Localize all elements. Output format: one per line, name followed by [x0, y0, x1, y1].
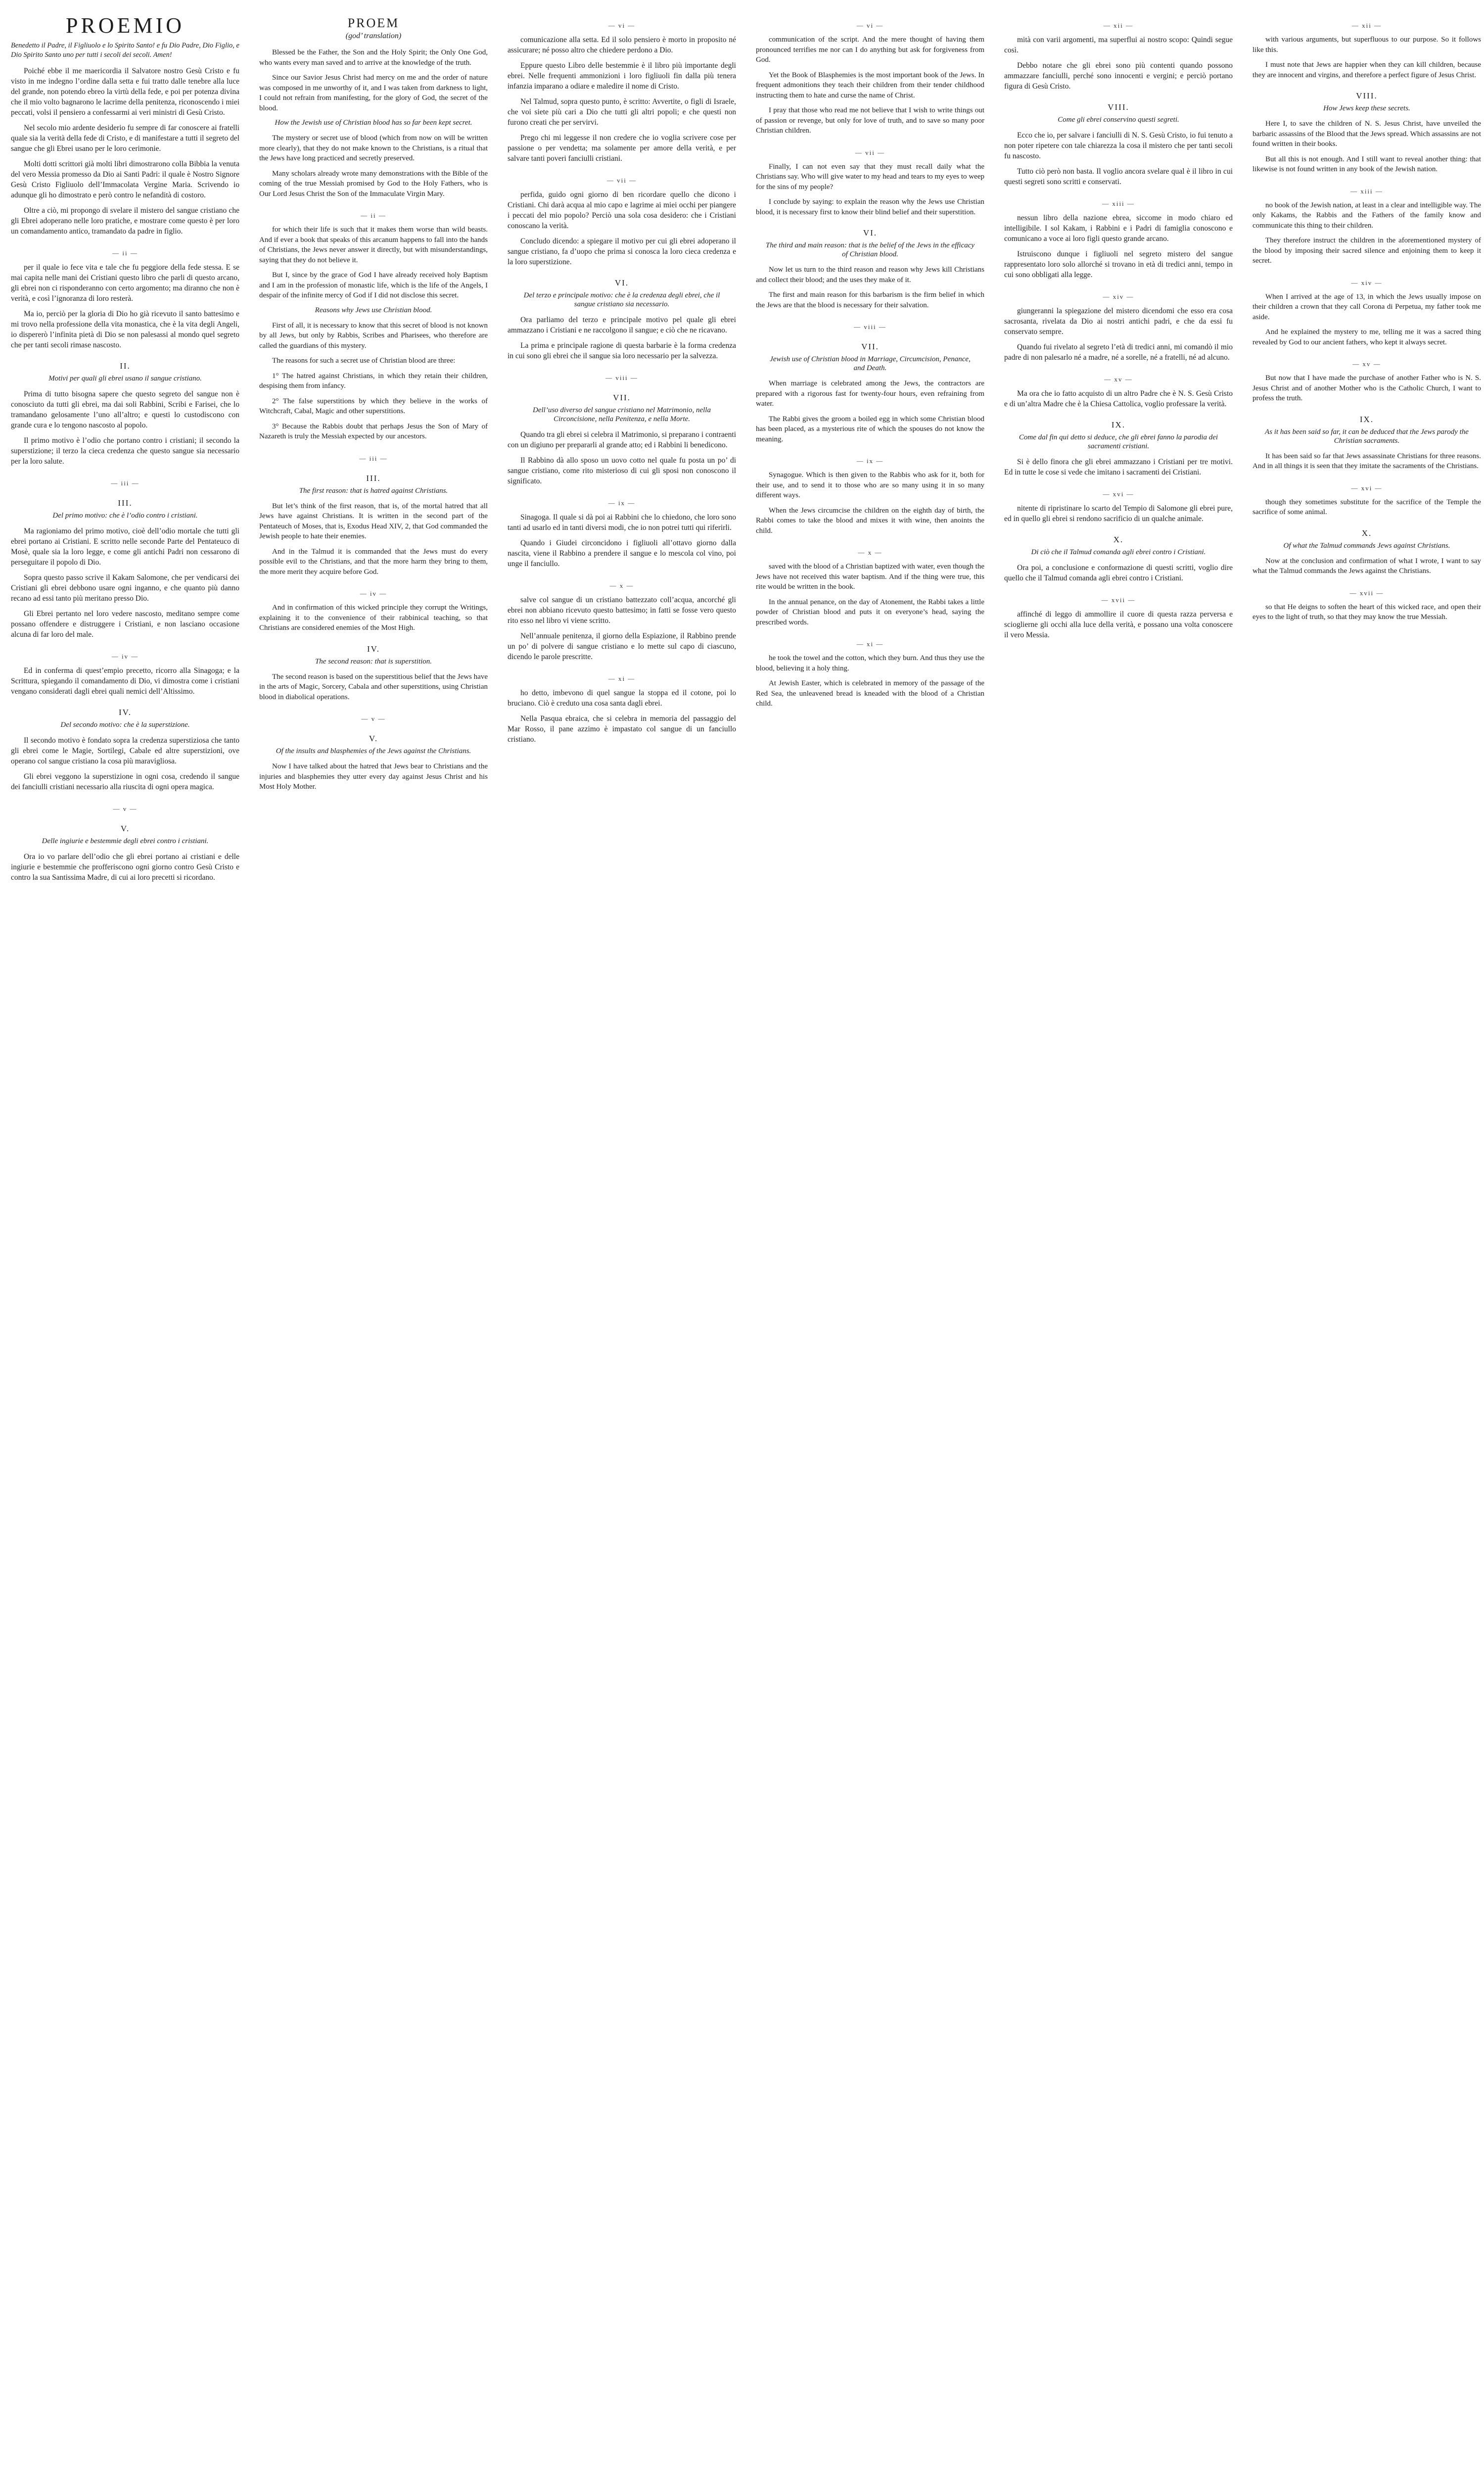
section-number: III.: [366, 473, 381, 483]
section-heading: The first reason: that is hatred against Christians.: [299, 486, 448, 495]
paragraph: La prima e principale ragione di questa barbarie è la forma credenza in cui sono gli ebrei che il sangue sia loro necessario per la salvezza.: [508, 341, 736, 360]
section-heading: Del primo motivo: che è l’odio contro i cristiani.: [52, 512, 198, 520]
paragraph-translation: for which their life is such that it makes them worse than wild beasts. And if ever a book that speaks of this arcanum happens to fall into the hands of Christians, the Jews never answer it directly, but with misunderstandings, saying that they do not believe it.: [259, 226, 488, 264]
paragraph-translation: Yet the Book of Blasphemies is the most important book of the Jews. In frequent admonitions they teach their children from their tender childhood instructing them to hate and curse the name of Christ.: [756, 71, 984, 99]
section-heading: Di ciò che il Talmud comanda agli ebrei contro i Cristiani.: [1031, 548, 1206, 556]
paragraph-translation: though they sometimes substitute for the sacrifice of the Temple the sacrifice of some animal.: [1252, 498, 1481, 516]
section-heading: As it has been said so far, it can be deduced that the Jews parody the Christian sacraments.: [1265, 428, 1469, 445]
paragraph-translation: I conclude by saying: to explain the reason why the Jews use Christian blood, it is necessary first to know their blind belief and their superstition.: [756, 198, 984, 216]
paragraph: Si è dello finora che gli ebrei ammazzano i Cristiani per tre motivi. Ed in tutte le cose si vede che imitano i sacramenti dei Cristiani.: [1004, 458, 1233, 476]
page-number: — xi —: [856, 640, 884, 648]
paragraph: salve col sangue di un cristiano battezzato coll’acqua, ancorché gli ebrei non abbiano ricevuto questo battesimo; in fatti se fosse vero questo rito esso nel libro vi viene scritto.: [508, 596, 736, 625]
page-number: — xi —: [608, 675, 636, 682]
page-number: — vii —: [606, 177, 637, 184]
paragraph: giungeranni la spiegazione del mistero dicendomi che esso era cosa sacrosanta, rivelata da Dio ai nostri antichi padri, e che da essi fu conservato sempre.: [1004, 307, 1233, 336]
paragraph: Nell’annuale penitenza, il giorno della Espiazione, il Rabbino prende un po’ di polvere di sangue cristiano e lo mette sul capo di ciascuno, dicendo le parole prescritte.: [508, 632, 736, 661]
paragraph: Ecco che io, per salvare i fanciulli di N. S. Gesù Cristo, io fui tenuto a non poter ripetere con tale chiarezza la cosa il mistero che per tanti secoli fu nascosto.: [1004, 131, 1233, 160]
page-number: — x —: [609, 582, 634, 589]
page-number: — xiv —: [1103, 293, 1134, 300]
section-heading: Del terzo e principale motivo: che è la credenza degli ebrei, che il sangue cristiano sia necessario.: [523, 291, 720, 308]
paragraph-translation: When I arrived at the age of 13, in which the Jews usually impose on their children a crown that they call Corona di Perpetua, my father took me aside.: [1252, 292, 1481, 321]
paragraph-translation: They therefore instruct the children in the aforementioned mystery of the blood by imposing their sacred silence and enjoining them to keep it secret.: [1252, 237, 1481, 265]
section-heading: Reasons why Jews use Christian blood.: [315, 306, 432, 314]
paragraph-translation: When marriage is celebrated among the Jews, the contractors are prepared with a rigorous fast for twenty-four hours, even refraining from water.: [756, 380, 984, 408]
section-heading: Dell’uso diverso del sangue cristiano nel Matrimonio, nella Circoncisione, nella Penitenza, e nella Morte.: [533, 406, 711, 423]
page-number: — vi —: [856, 22, 884, 29]
paragraph-translation: Blessed be the Father, the Son and the Holy Spirit; the Only One God, who wants every man saved and to arrive at the knowledge of the truth.: [259, 48, 488, 67]
paragraph: Oltre a ciò, mi propongo di svelare il mistero del sangue cristiano che gli Ebrei adoperano nelle loro pratiche, e mostrare come questo è per loro un comandamento antico, tramandato da padre in figlio.: [11, 206, 239, 236]
paragraph-translation: so that He deigns to soften the heart of this wicked race, and open their eyes to the light of truth, so that they may know the true Messiah.: [1252, 603, 1481, 621]
paragraph: Nella Pasqua ebraica, che si celebra in memoria del passaggio del Mar Rosso, il pane azzimo è impastato col sangue di un fanciullo cristiano.: [508, 714, 736, 744]
section-heading: Motivi per quali gli ebrei usano il sangue cristiano.: [48, 375, 202, 382]
paragraph: Prima di tutto bisogna sapere che questo segreto del sangue non è conosciuto da tutti gli ebrei, ma dai soli Rabbini, Scribi e Farisei, che lo tramandano gelosamente l’uno all’altro; e questi lo custodiscono con grande cura e lo tengono nascosto al popolo.: [11, 390, 239, 429]
page-number: — xv —: [1104, 376, 1133, 383]
paragraph-translation: And in confirmation of this wicked principle they corrupt the Writings, explaining it to the convenience of their rabbinical teaching, so that Christians are considered enemies of the Most High.: [259, 604, 488, 632]
page-number: — iii —: [359, 454, 388, 462]
paragraph: Nel secolo mio ardente desiderio fu sempre di far conoscere ai fratelli quale sia la verità della fede di Cristo, e di manifestare a tutti il segreto del sangue che gli Ebrei usano per le loro cerimonie.: [11, 124, 239, 153]
paragraph: Ma ragioniamo del primo motivo, cioè dell’odio mortale che tutti gli ebrei portano ai Cristiani. E scritto nelle seconde Parte del Pentateuco di Mosè, quale sia la loro legge, e come gli antichi Padri non cessarono di perseguitare il popolo di Dio.: [11, 527, 239, 567]
paragraph-translation: he took the towel and the cotton, which they burn. And thus they use the blood, believing it a holy thing.: [756, 654, 984, 672]
page-number: — xvii —: [1349, 589, 1384, 597]
paragraph-translation: The Rabbi gives the groom a boiled egg in which some Christian blood has been placed, as a mysterious rite of which the spouses do not know the meaning.: [756, 415, 984, 443]
section-number: II.: [120, 361, 131, 371]
paragraph-translation: The first and main reason for this barbarism is the firm belief in which the Jews are that the blood is necessary for their salvation.: [756, 291, 984, 309]
paragraph-translation: In the annual penance, on the day of Atonement, the Rabbi takes a little powder of Christian blood and puts it on everyone’s head, saying the prescribed words.: [756, 598, 984, 626]
paragraph-translation: But all this is not enough. And I still want to reveal another thing: that likewise is not found written in any book of the Jewish nation.: [1252, 155, 1481, 173]
paragraph: Eppure questo Libro delle bestemmie è il libro più importante degli ebrei. Nelle frequenti ammonizioni i loro figliuoli fin dalla più tenera infanzia imparano a odiare e maledire il nome di Cristo.: [508, 61, 736, 91]
page-number: — xv —: [1352, 360, 1381, 368]
paragraph-translation: Now let us turn to the third reason and reason why Jews kill Christians and collect their blood; and the uses they make of it.: [756, 266, 984, 284]
section-heading: The third and main reason: that is the belief of the Jews in the efficacy of Christian blood.: [765, 241, 975, 258]
text-column-1: [9, 0, 241, 2474]
section-number: VIII.: [1356, 91, 1378, 100]
paragraph: Ed in conferma di quest’empio precetto, ricorro alla Sinagoga; e la Scrittura, spiegando il comandamento di Dio, vi dimostra come i cristiani vengano considerati dagli ebrei quali nemici dell’Altissimo.: [11, 666, 239, 696]
paragraph-translation: communication of the script. And the mere thought of having them pronounced terrifies me nor can I do anything but ask for forgiveness from God.: [756, 36, 984, 64]
section-heading: Of what the Talmud commands Jews against Christians.: [1283, 541, 1450, 550]
section-heading: Come gli ebrei conservino questi segreti.: [1058, 116, 1179, 124]
paragraph: Prego chi mi leggesse il non credere che io voglia scrivere cose per passione o per vendetta; ma solamente per amore della verità, e per salvare tanti poveri fanciulli cristiani.: [508, 134, 736, 163]
paragraph-translation: Since our Savior Jesus Christ had mercy on me and the order of nature was composed in me unworthy of it, and I was taken from darkness to light, I could not refrain from manifesting, for the glory of God, the secret of the blood.: [259, 74, 488, 112]
invocation: Benedetto il Padre, il Figliuolo e lo Spirito Santo! e fu Dio Padre, Dio Figlio, e Dio Spirito Santo uno per tutti i secoli dei secoli. Amen!: [11, 42, 239, 59]
page-number: — xiii —: [1350, 187, 1383, 195]
section-number: VII.: [861, 342, 879, 351]
paragraph-translation: The reasons for such a secret use of Christian blood are three:: [272, 357, 456, 365]
paragraph: nitente di ripristinare lo scarto del Tempio di Salomone gli ebrei pure, ed in quello gli ebrei si rendono sacrificio di un qualche animale.: [1004, 504, 1233, 523]
paragraph: ho detto, imbevono di quel sangue la stoppa ed il cotone, poi lo bruciano. Ciò è creduto una cosa santa dagli ebrei.: [508, 689, 736, 708]
page-number: — xiii —: [1102, 200, 1135, 207]
paragraph: Nel Talmud, sopra questo punto, è scritto: Avvertite, o figli di Israele, che voi siete più cari a Dio che tutti gli altri popoli; e che questi non furono creati che per servirvi.: [508, 97, 736, 127]
page-number: — v —: [113, 805, 138, 812]
section-number: X.: [1361, 528, 1372, 538]
text-column-2: [257, 0, 490, 2474]
paragraph-translation: And in the Talmud it is commanded that the Jews must do every possible evil to the Christians, and that the more harm they bring to them, the more merit they acquire before God.: [259, 547, 488, 576]
page-number: — vi —: [608, 22, 636, 29]
page-number: — iv —: [360, 590, 387, 597]
page-number: — v —: [361, 715, 386, 722]
paragraph: Ma io, perciò per la gloria di Dio ho già ricevuto il santo battesimo e mi trovo nella professione della vita monastica, che è la vita degli Angeli, io dispererò l’infinita pietà di Dio se non palesassi al mondo quel segreto che per tanti secoli rimase nascosto.: [11, 310, 239, 349]
paragraph: Quando i Giudei circoncidono i figliuoli all’ottavo giorno dalla nascita, viene il Rabbino a prendere il sangue e lo mescola col vino, poi unge il fanciullo.: [508, 539, 736, 568]
page-number: — xii —: [1351, 22, 1382, 29]
paragraph: per il quale io fece vita e tale che fu peggiore della fede stessa. E se mai capita nelle mani dei Cristiani questo libro che parli di questo arcano, gli ebrei non ci risponderanno con certo argomento; ma diranno che non è verità, e così l’ignoranza di loro resterà.: [11, 263, 239, 303]
paragraph-translation: with various arguments, but superfluous to our purpose. So it follows like this.: [1252, 36, 1481, 54]
paragraph-translation: Now I have talked about the hatred that Jews bear to Christians and the injuries and blasphemies they utter every day against Jesus Christ and his Most Holy Mother.: [259, 762, 488, 791]
paragraph-translation: But let’s think of the first reason, that is, of the mortal hatred that all Jews have against Christians. It is written in the second part of the Pentateuch of Moses, that is, Exodus Head XIV, 2, that God commanded the Jewish people to hate their enemies.: [259, 502, 488, 540]
section-number: V.: [369, 734, 378, 743]
page-number: — xii —: [1103, 22, 1134, 29]
paragraph: Poiché ebbe il me maericordia il Salvatore nostro Gesù Cristo e fu visto in me indegno l’ordine dalla setta e fui tratto dalle tenebre alla luce del grande, non potendo ebreo la virtù della fede, e poi per potenza divina che il mio volto bagnarono le lacrime della penitenza, riconoscendo i miei peccati, volsi il pensiero a confessarmi ai veri ministri di Gesù Cristo.: [11, 67, 239, 117]
paragraph-translation: At Jewish Easter, which is celebrated in memory of the passage of the Red Sea, the unleavened bread is kneaded with the blood of a Christian child.: [756, 679, 984, 708]
page-number: — xiv —: [1351, 279, 1383, 286]
section-number: V.: [120, 824, 130, 833]
paragraph-translation: Finally, I can not even say that they must recall daily what the Christians say. Who will give water to my head and tears to my eyes to weep for the sins of my people?: [756, 162, 984, 191]
paragraph: Il secondo motivo è fondato sopra la credenza superstiziosa che tanto gli ebrei come le Magie, Sortilegi, Cabale ed altre superstizioni, ove operano col sangue cristiano la cosa più maravigliosa.: [11, 736, 239, 765]
paragraph-translation: The second reason is based on the superstitious belief that the Jews have in the arts of Magic, Sorcery, Cabala and other superstitions, using Christian blood in diabolical operations.: [259, 672, 488, 701]
section-heading: Del secondo motivo: che è la superstizione.: [60, 721, 190, 729]
section-heading: How the Jewish use of Christian blood has so far been kept secret.: [275, 119, 472, 127]
page-number: — x —: [858, 549, 882, 556]
section-number: IV.: [119, 708, 132, 717]
paragraph: Ma ora che io fatto acquisto di un altro Padre che è N. S. Gesù Cristo e di un’altra Madre che è la Chiesa Cattolica, voglio professare la verità.: [1004, 389, 1233, 408]
paragraph-translation: And he explained the mystery to me, telling me it was a sacred thing revealed by God to our ancient fathers, who kept it always secret.: [1252, 328, 1481, 346]
paragraph: Quando tra gli ebrei si celebra il Matrimonio, si preparano i contraenti con un digiuno per prepararli al grande atto; ed i Rabbini li benedicono.: [508, 430, 736, 449]
text-column-3: [506, 0, 738, 2474]
section-heading: Come dal fin qui detto si deduce, che gli ebrei fanno la parodia dei sacramenti cristiani.: [1019, 433, 1218, 450]
paragraph: comunicazione alla setta. Ed il solo pensiero è morto in proposito né assicurare; né posso altro che chiedere perdono a Dio.: [508, 36, 736, 54]
page-number: — ii —: [112, 249, 138, 257]
section-heading: Jewish use of Christian blood in Marriage, Circumcision, Penance, and Death.: [770, 355, 971, 372]
section-number: III.: [118, 498, 133, 508]
paragraph: Gli Ebrei pertanto nel loro vedere nascosto, meditano sempre come possano offendere e distruggere i Cristiani, e non lasciano occasione alcuna di far loro del male.: [11, 610, 239, 639]
page-number: — xvi —: [1351, 484, 1383, 492]
page-number: — viii —: [854, 323, 886, 331]
paragraph-translation: I must note that Jews are happier when they can kill children, because they are innocent and virgins, and therefore a perfect figure of Jesus Christ.: [1252, 61, 1481, 79]
section-number: X.: [1113, 535, 1124, 544]
page-number: — iv —: [111, 653, 139, 660]
paragraph-translation: But now that I have made the purchase of another Father who is N. S. Jesus Christ and of another Mother who is the Catholic Church, I want to profess the truth.: [1252, 374, 1481, 402]
page-number: — viii —: [605, 374, 638, 381]
section-heading: Delle ingiurie e bestemmie degli ebrei contro i cristiani.: [42, 837, 209, 845]
text-column-5: [1002, 0, 1235, 2474]
paragraph: Istruiscono dunque i figliuoli nel segreto mistero del sangue rappresentato loro solo allorché si trovano in età di tredici anni, tempo in cui sono obbligati alla legge.: [1004, 250, 1233, 279]
paragraph-translation: The mystery or secret use of blood (which from now on will be written more clearly), that they do not make known to the Christians, is a ritual that the Jews have long practiced and secretly preserved.: [259, 134, 488, 162]
document-title-translation: PROEM: [347, 16, 400, 30]
paragraph: affinché di leggo di ammollire il cuore di questa razza perversa e scioglierne gli occhi alla luce della verità, e possano una volta conoscere il vero Messia.: [1004, 610, 1233, 639]
page-number: — ii —: [361, 212, 386, 219]
paragraph: Ora io vo parlare dell’odio che gli ebrei portano ai cristiani e delle ingiurie e bestemmie che profferiscono ogni giorno contro Gesù Cristo e contro la sua Santissima Madre, di cui ai loro precetti si ricordano.: [11, 853, 239, 882]
paragraph: Gli ebrei veggono la superstizione in ogni cosa, credendo il sangue dei fanciulli cristiani necessario alla riuscita di ogni opera magica.: [11, 772, 239, 791]
paragraph: Tutto ciò però non basta. Il voglio ancora svelare qual è il libro in cui questi segreti sono scritti e conservati.: [1004, 167, 1233, 186]
paragraph: Ora poi, a conclusione e conformazione di questi scritti, voglio dire quello che il Talmud comanda agli ebrei contro i Cristiani.: [1004, 564, 1233, 582]
paragraph: Sopra questo passo scrive il Kakam Salomone, che per vendicarsi dei Cristiani gli ebrei debbono usare ogni inganno, e che quanto più danno recano ad essi tanto più meritano presso Dio.: [11, 573, 239, 603]
paragraph-translation: Now at the conclusion and confirmation of what I wrote, I want to say what the Talmud commands the Jews against the Christians.: [1252, 557, 1481, 575]
paragraph-translation: 2° The false superstitions by which they believe in the works of Witchcraft, Cabal, Magic and other superstitions.: [259, 397, 488, 415]
paragraph: Debbo notare che gli ebrei sono più contenti quando possono ammazzare fanciulli, perché sono innocenti e vergini; e perciò portano figura di Gesù Cristo.: [1004, 61, 1233, 91]
section-heading: How Jews keep these secrets.: [1323, 104, 1410, 112]
paragraph-translation: It has been said so far that Jews assassinate Christians for three reasons. And in all things it is seen that they imitate the sacraments of the Christians.: [1252, 452, 1481, 470]
page-number: — ix —: [608, 499, 636, 507]
section-number: VII.: [613, 393, 631, 402]
page-number: — ix —: [856, 457, 884, 465]
section-number: VIII.: [1108, 102, 1129, 112]
paragraph: Quando fui rivelato al segreto l’età di tredici anni, mi comandò il mio padre di non palesarlo né a madre, né a sorelle, né a fratelli, né ad alcuno.: [1004, 343, 1233, 362]
page-number: — iii —: [111, 479, 139, 487]
paragraph-translation: 3° Because the Rabbis doubt that perhaps Jesus the Son of Mary of Nazareth is truly the Messiah expected by our ancestors.: [259, 422, 488, 440]
page-number: — vii —: [855, 148, 885, 156]
paragraph: nessun libro della nazione ebrea, siccome in modo chiaro ed intelligibile. I sol Kakam, i Rabbini e i Padri di famiglia conoscono e comunicano a voce ai loro figli questo grande arcano.: [1004, 214, 1233, 243]
section-number: IX.: [1359, 414, 1374, 424]
paragraph-translation: saved with the blood of a Christian baptized with water, even though the Jews have not received this water baptism. And if the thing were true, this rite would be written in the book.: [756, 563, 984, 591]
section-number: IX.: [1111, 420, 1126, 429]
section-number: IV.: [367, 644, 380, 654]
paragraph: perfida, guido ogni giorno di ben ricordare quello che dicono i Cristiani. Chi darà acqua al mio capo e lagrime ai miei occhi per piangere i peccati del mio popolo? Perciò una sola cosa desidero: che i Cristiani conoscano la verità.: [508, 190, 736, 230]
paragraph-translation: First of all, it is necessary to know that this secret of blood is not known by all Jews, but only by Rabbis, Scribes and Pharisees, who therefore are called the guardians of this mystery.: [259, 321, 488, 350]
paragraph: Sinagoga. Il quale si dà poi ai Rabbini che lo chiedono, che loro sono tanti ad usarlo ed in tanti diversi modi, che io non potrei tutti qui riferirli.: [508, 513, 736, 532]
paragraph: Concludo dicendo: a spiegare il motivo per cui gli ebrei adoperano il sangue cristiano, fa d’uopo che prima si conosca la loro cieca credenza e la loro superstizione.: [508, 237, 736, 266]
paragraph-translation: Here I, to save the children of N. S. Jesus Christ, have unveiled the barbaric assassins of the Blood that the Jews spread. Which assassins are not found written in their books.: [1252, 120, 1481, 148]
paragraph: Ora parliamo del terzo e principale motivo pel quale gli ebrei ammazzano i Cristiani e ne raccolgono il sangue; e ciò che ne ricavano.: [508, 316, 736, 334]
paragraph-translation: I pray that those who read me not believe that I wish to write things out of passion or revenge, but only for love of truth, and to save so many poor Christian children.: [756, 106, 984, 135]
paragraph-translation: Synagogue. Which is then given to the Rabbis who ask for it, both for their use, and to send it to those who are so many using it in so many different ways.: [756, 471, 984, 499]
paragraph-translation: But I, since by the grace of God I have already received holy Baptism and I am in the profession of monastic life, which is the life of the Angels, I despair of the infinite mercy of God if I did not disclose this secret.: [259, 271, 488, 299]
document-title: PROEMIO: [65, 13, 185, 38]
paragraph: Il primo motivo è l’odio che portano contro i cristiani; il secondo la superstizione; il terzo la cieca credenza che questo sangue sia necessario per la loro salute.: [11, 436, 239, 466]
paragraph: mità con varii argomenti, ma superflui ai nostro scopo: Quindi segue così.: [1004, 36, 1233, 54]
paragraph-translation: no book of the Jewish nation, at least in a clear and intelligible way. The only Kakams, the Rabbis and the Fathers of the family know and communicate this thing to their children.: [1252, 201, 1481, 230]
text-column-4: [754, 0, 986, 2474]
section-heading: The second reason: that is superstition.: [315, 657, 432, 666]
paragraph-translation: Many scholars already wrote many demonstrations with the Bible of the coming of the true Messiah promised by God to the Holy Fathers, who is Our Lord Jesus Christ the Son of the Immaculate Virgin Mary.: [259, 169, 488, 198]
section-number: VI.: [863, 228, 878, 238]
paragraph-translation: When the Jews circumcise the children on the eighth day of birth, the Rabbi comes to take the blood and mixes it with wine, then anoints the child.: [756, 506, 984, 535]
paragraph-translation: 1° The hatred against Christians, in which they retain their children, despising them from infancy.: [259, 372, 488, 390]
page-number: — xvi —: [1103, 490, 1134, 498]
text-column-6: [1251, 0, 1483, 2474]
paragraph: Molti dotti scrittori già molti libri dimostrarono colla Bibbia la venuta del vero Messia promesso da Dio ai Santi Padri: il quale è Nostro Signore Gesù Cristo Figliuolo dell’Immacolata Vergine Maria. Scrivendo io adunque gli ho dimostrato e però contro le nefandità di costoro.: [11, 160, 239, 199]
translation-note: (god’ translation): [345, 32, 402, 40]
section-heading: Of the insults and blasphemies of the Jews against the Christians.: [276, 747, 471, 755]
paragraph: Il Rabbino dà allo sposo un uovo cotto nel quale fu posta un po’ di sangue cristiano, come rito misterioso di cui gli sposi non conoscono il significato.: [508, 456, 736, 485]
page-number: — xvii —: [1101, 596, 1136, 604]
section-number: VI.: [614, 278, 629, 287]
